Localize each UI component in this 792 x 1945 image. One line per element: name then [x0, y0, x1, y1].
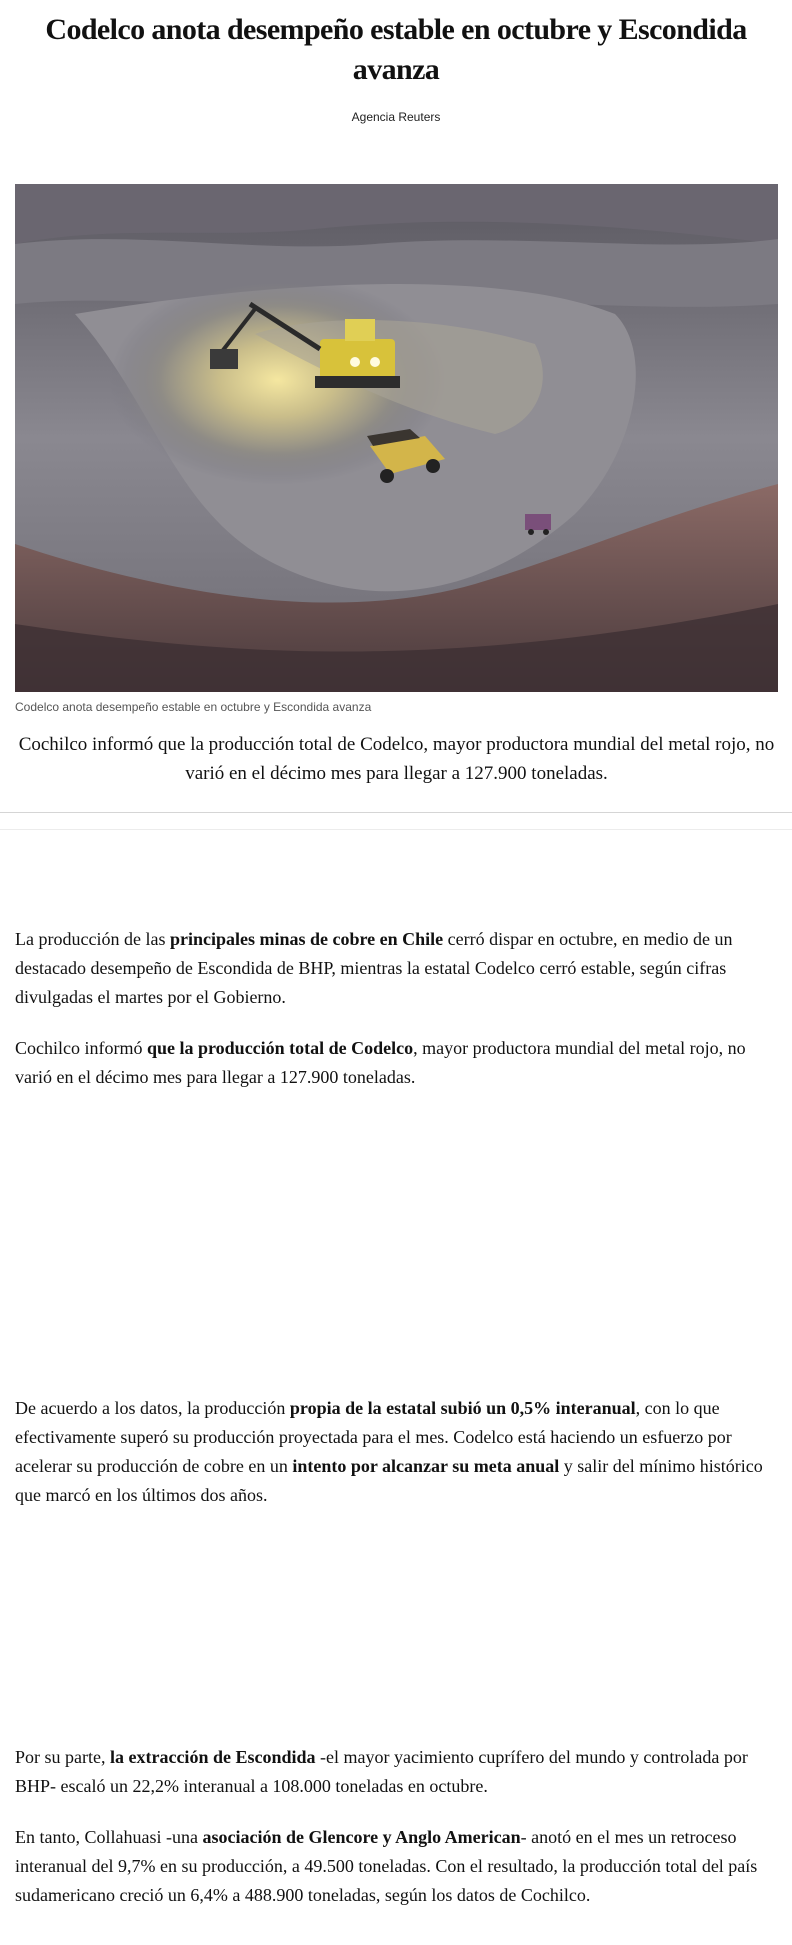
mine-photo [15, 184, 778, 692]
highlight: intento por alcanzar su meta anual [292, 1456, 560, 1476]
highlight: que la producción total de Codelco [146, 1038, 414, 1058]
paragraph-3: De acuerdo a los datos, la producción propia de la estatal subió un 0,5% interanual, con lo que efectivamente superó su producción proyectada para el mes. Codelco está haciendo un esfuerzo por acelerar su producción de cobre en un intento por alcanzar su meta anual y salir del mínimo histórico que marcó en los últimos dos años. [15, 1398, 763, 1505]
paragraph-1: La producción de las principales minas de cobre en Chile cerró dispar en octubre, en medio de un destacado desempeño de Escondida de BHP, mientras la estatal Codelco cerró estable, según cifras divulgadas el martes por el Gobierno. [15, 929, 733, 1007]
highlight: la extracción de Escondida [109, 1747, 316, 1767]
highlight: propia de la estatal subió un 0,5% interanual [289, 1398, 636, 1418]
hero-image [15, 184, 778, 692]
image-caption: Codelco anota desempeño estable en octubre y Escondida avanza [15, 700, 372, 714]
divider [0, 812, 792, 813]
paragraph-5: En tanto, Collahuasi -una asociación de Glencore y Anglo American- anotó en el mes un retroceso interanual del 9,7% en su producción, a 49.500 toneladas. Con el resultado, la producción total del país sudamericano creció un 6,4% a 488.900 toneladas, según los datos de Cochilco. [15, 1827, 758, 1905]
paragraph-4: Por su parte, la extracción de Escondida -el mayor yacimiento cuprífero del mundo y controlada por BHP- escaló un 22,2% interanual a 108.000 toneladas en octubre. [15, 1747, 748, 1796]
highlight: asociación de Glencore y Anglo American [202, 1827, 521, 1847]
paragraph-2: Cochilco informó que la producción total de Codelco, mayor productora mundial del metal rojo, no varió en el décimo mes para llegar a 127.900 toneladas. [15, 1038, 746, 1087]
article-author: Agencia Reuters [351, 110, 441, 124]
article-lede: Cochilco informó que la producción total de Codelco, mayor productora mundial del metal rojo, no varió en el décimo mes para llegar a 127.900 toneladas. [18, 734, 775, 784]
divider [0, 829, 792, 830]
article-title: Codelco anota desempeño estable en octubre y Escondida avanza [45, 13, 747, 86]
highlight: principales minas de cobre en Chile [169, 929, 444, 949]
